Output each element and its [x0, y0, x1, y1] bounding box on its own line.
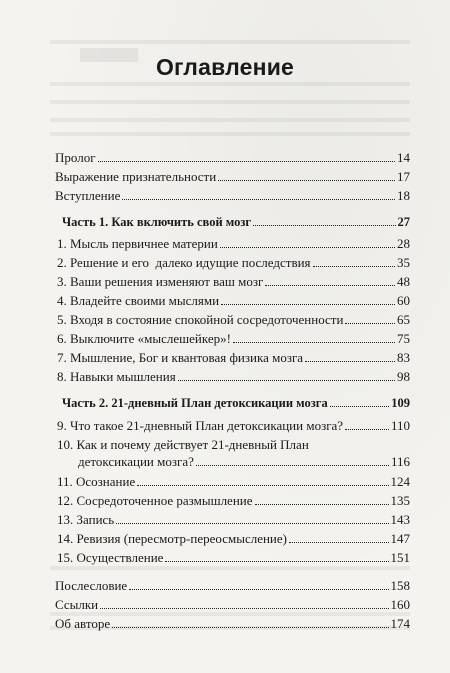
toc-entry-afterword[interactable] [55, 578, 410, 593]
toc-entry-title: Ссылки [55, 597, 99, 612]
toc-entry-chapter-3[interactable] [57, 274, 410, 289]
toc-entry-chapter-8[interactable] [57, 369, 410, 384]
dot-leader [265, 285, 395, 286]
dot-leader [255, 504, 389, 505]
toc-entry-chapter-10-line1[interactable]: 10. Как и почему действует 21-дневный План [57, 437, 309, 452]
dot-leader [220, 247, 395, 248]
dot-leader [345, 429, 389, 430]
toc-entry-title: Послесловие [55, 578, 128, 593]
toc-entry-page: 151 [390, 550, 410, 565]
dot-leader [233, 342, 395, 343]
toc-part-title: Часть 1. Как включить свой мозг [62, 215, 252, 229]
toc-entry-page: 160 [390, 597, 410, 612]
toc-entry-prologue[interactable] [55, 150, 410, 165]
toc-entry-title: детоксикации мозга? [78, 454, 194, 469]
toc-entry-page: 48 [397, 274, 410, 289]
toc-entry-introduction[interactable] [55, 188, 410, 203]
bleed-through-line [50, 40, 410, 44]
toc-entry-page: 28 [397, 236, 410, 251]
toc-entry-title: 11. Осознание [57, 474, 136, 489]
dot-leader [330, 406, 390, 407]
toc-entry-title: 1. Мысль первичнее материи [57, 236, 218, 251]
dot-leader [196, 465, 389, 466]
dot-leader [100, 608, 388, 609]
toc-entry-chapter-1[interactable] [57, 236, 410, 251]
toc-entry-page: 158 [390, 578, 410, 593]
toc-entry-chapter-15[interactable] [57, 550, 410, 565]
toc-entry-chapter-9[interactable] [57, 418, 410, 433]
toc-part-2-heading[interactable] [62, 396, 410, 411]
toc-entry-page: 143 [390, 512, 410, 527]
toc-entry-page: 135 [390, 493, 410, 508]
toc-entry-title: 2. Решение и его далеко идущие последствия [57, 255, 311, 270]
toc-entry-page: 14 [397, 150, 410, 165]
dot-leader [116, 523, 388, 524]
dot-leader [289, 542, 389, 543]
toc-entry-page: 65 [397, 312, 410, 327]
toc-part-page: 109 [391, 396, 410, 410]
toc-entry-chapter-14[interactable] [57, 531, 410, 546]
toc-entry-chapter-13[interactable] [57, 512, 410, 527]
dot-leader [137, 485, 388, 486]
toc-entry-about-author[interactable] [55, 616, 410, 631]
toc-entry-page: 174 [390, 616, 410, 631]
toc-entry-title: 8. Навыки мышления [57, 369, 176, 384]
toc-entry-title: 5. Входя в состояние спокойной сосредоточенности [57, 312, 344, 327]
toc-entry-chapter-7[interactable] [57, 350, 410, 365]
toc-entry-title: Пролог [55, 150, 96, 165]
toc-entry-title: 13. Запись [57, 512, 115, 527]
toc-entry-title: 6. Выключите «мыслешейкер»! [57, 331, 231, 346]
toc-entry-page: 110 [390, 418, 410, 433]
dot-leader [313, 266, 395, 267]
toc-entry-chapter-6[interactable] [57, 331, 410, 346]
toc-entry-chapter-10[interactable] [78, 454, 410, 469]
bleed-through-line [50, 132, 410, 136]
toc-entry-title: 7. Мышление, Бог и квантовая физика мозга [57, 350, 304, 365]
toc-entry-title: 14. Ревизия (пересмотр-переосмысление) [57, 531, 287, 546]
bleed-through-line [50, 118, 410, 122]
toc-part-page: 27 [397, 215, 410, 229]
toc-entry-chapter-11[interactable] [57, 474, 410, 489]
toc-entry-title: 3. Ваши решения изменяют ваш мозг [57, 274, 264, 289]
dot-leader [253, 225, 395, 226]
toc-entry-page: 147 [390, 531, 410, 546]
dot-leader [345, 323, 395, 324]
bleed-through-line [50, 566, 410, 570]
toc-entry-page: 124 [390, 474, 410, 489]
dot-leader [178, 380, 395, 381]
toc-entry-chapter-5[interactable] [57, 312, 410, 327]
toc-entry-title: 15. Осуществление [57, 550, 164, 565]
toc-entry-page: 98 [397, 369, 410, 384]
page-title: Оглавление [155, 54, 295, 80]
toc-entry-page: 18 [397, 188, 410, 203]
toc-entry-page: 83 [397, 350, 410, 365]
toc-entry-title: 9. Что такое 21-дневный План детоксикации мозга? [57, 418, 344, 433]
toc-entry-title: 4. Владейте своими мыслями [57, 293, 220, 308]
toc-entry-acknowledgments[interactable] [55, 169, 410, 184]
toc-entry-title: Выражение признательности [55, 169, 217, 184]
toc-entry-page: 75 [397, 331, 410, 346]
toc-entry-chapter-12[interactable] [57, 493, 410, 508]
toc-entry-page: 60 [397, 293, 410, 308]
toc-part-1-heading[interactable] [62, 215, 410, 230]
toc-entry-title: Вступление [55, 188, 121, 203]
toc-entry-title: 12. Сосредоточенное размышление [57, 493, 253, 508]
dot-leader [98, 161, 395, 162]
toc-entry-title: Об авторе [55, 616, 111, 631]
bleed-through-line [50, 100, 410, 104]
toc-entry-page: 17 [397, 169, 410, 184]
toc-entry-references[interactable] [55, 597, 410, 612]
dot-leader [122, 199, 395, 200]
bleed-through-line [50, 82, 410, 86]
dot-leader [305, 361, 395, 362]
dot-leader [112, 627, 388, 628]
toc-part-title: Часть 2. 21-дневный План детоксикации мозга [62, 396, 328, 410]
dot-leader [221, 304, 395, 305]
toc-entry-chapter-2[interactable] [57, 255, 410, 270]
toc-entry-page: 35 [397, 255, 410, 270]
dot-leader [129, 589, 388, 590]
toc-entry-page: 116 [390, 454, 410, 469]
toc-entry-chapter-4[interactable] [57, 293, 410, 308]
dot-leader [165, 561, 388, 562]
dot-leader [218, 180, 395, 181]
